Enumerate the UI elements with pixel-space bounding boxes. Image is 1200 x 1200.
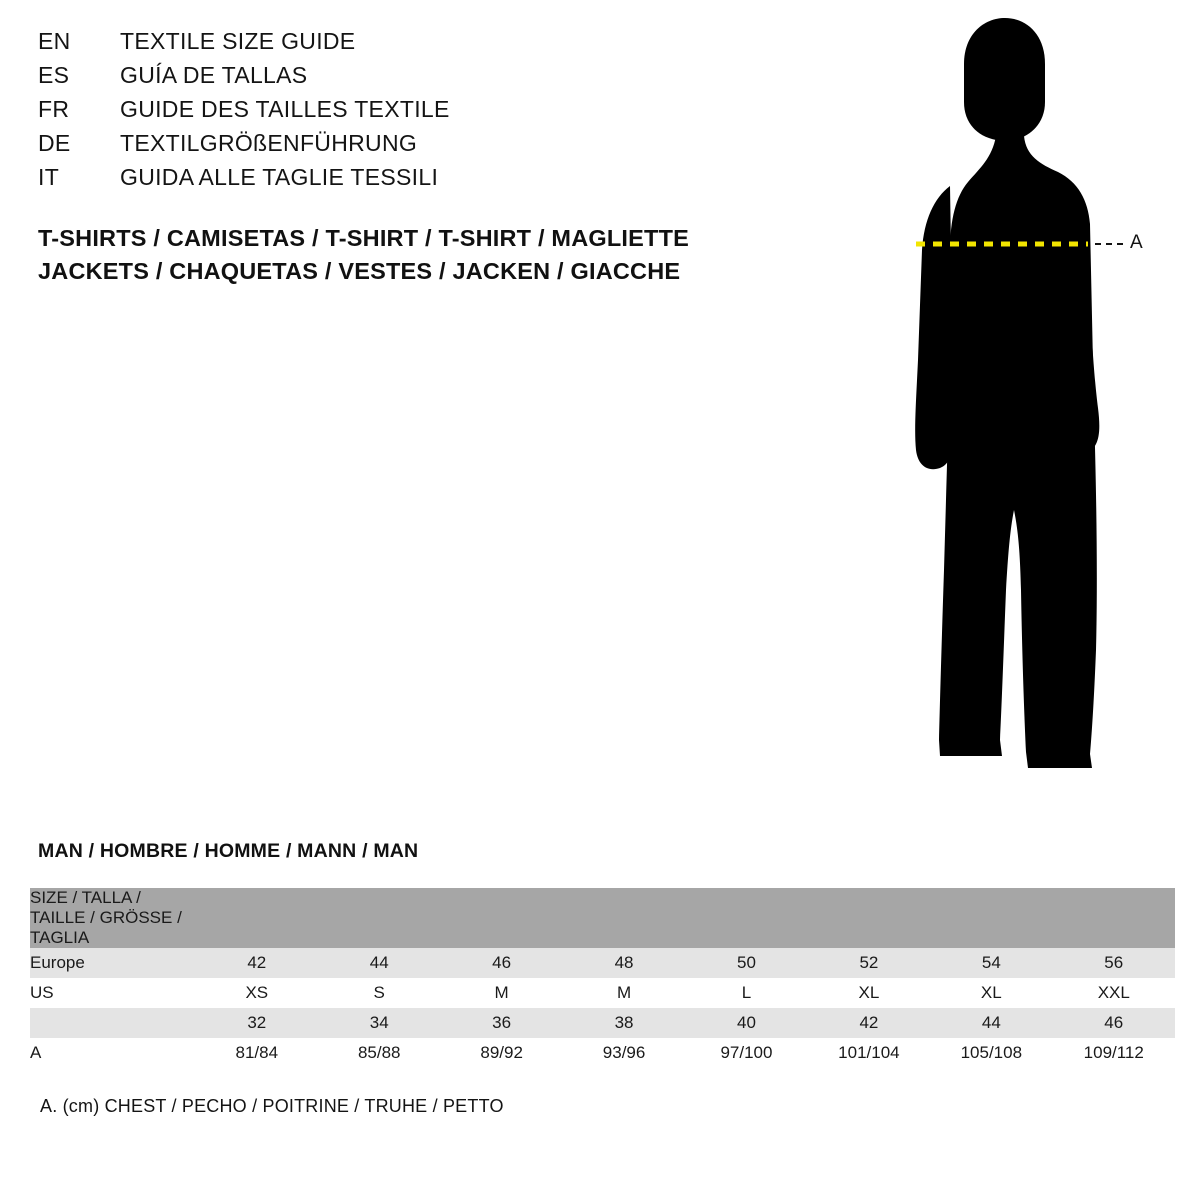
table-cell: 44 <box>930 1008 1052 1038</box>
language-row <box>38 130 798 164</box>
table-cell: 40 <box>685 1008 807 1038</box>
table-cell: 54 <box>930 948 1052 978</box>
table-cell: 46 <box>440 948 562 978</box>
table-cell: XXL <box>1053 978 1175 1008</box>
table-cell: 34 <box>318 1008 440 1038</box>
table-cell: 109/112 <box>1053 1038 1175 1068</box>
table-cell: 93/96 <box>563 1038 685 1068</box>
male-silhouette-icon <box>800 10 1200 800</box>
table-header-label: SIZE / TALLA / TAILLE / GRÖSSE / TAGLIA <box>30 888 196 948</box>
table-footnote: A. (cm) CHEST / PECHO / POITRINE / TRUHE / PETTO <box>40 1096 504 1116</box>
row-label <box>30 1008 196 1038</box>
table-row <box>30 978 1175 1008</box>
garment-category-block <box>38 222 798 288</box>
language-title: TEXTILGRÖßENFÜHRUNG <box>120 130 418 156</box>
language-row <box>38 96 798 130</box>
table-header-row <box>30 888 1175 948</box>
language-row <box>38 62 798 96</box>
table-cell: 105/108 <box>930 1038 1052 1068</box>
table-cell: 46 <box>1053 1008 1175 1038</box>
language-code: FR <box>38 96 70 122</box>
table-cell: 44 <box>318 948 440 978</box>
language-title: GUÍA DE TALLAS <box>120 62 308 88</box>
language-title: TEXTILE SIZE GUIDE <box>120 28 356 54</box>
table-cell: 38 <box>563 1008 685 1038</box>
table-cell: XS <box>196 978 318 1008</box>
table-cell: XL <box>808 978 930 1008</box>
figure-area <box>800 10 1200 800</box>
table-cell: 50 <box>685 948 807 978</box>
table-cell: M <box>563 978 685 1008</box>
table-row <box>30 1038 1175 1068</box>
table-cell: 32 <box>196 1008 318 1038</box>
measure-label-a: A <box>1130 232 1143 253</box>
table-cell: S <box>318 978 440 1008</box>
language-code: DE <box>38 130 71 156</box>
row-label: US <box>30 978 196 1008</box>
table-cell: 85/88 <box>318 1038 440 1068</box>
table-cell: XL <box>930 978 1052 1008</box>
table-cell: 56 <box>1053 948 1175 978</box>
measure-leader-line <box>1095 243 1123 247</box>
table-cell: 42 <box>808 1008 930 1038</box>
size-table <box>30 888 1175 1068</box>
language-code: IT <box>38 164 60 190</box>
category-jackets: JACKETS / CHAQUETAS / VESTES / JACKEN / GIACCHE <box>38 258 681 284</box>
language-header-block <box>38 28 798 198</box>
table-cell: 48 <box>563 948 685 978</box>
table-section-title: MAN / HOMBRE / HOMME / MANN / MAN <box>38 840 419 862</box>
language-row <box>38 28 798 62</box>
language-title: GUIDE DES TAILLES TEXTILE <box>120 96 450 122</box>
language-code: ES <box>38 62 70 88</box>
table-cell: 36 <box>440 1008 562 1038</box>
language-row <box>38 164 798 198</box>
row-label: Europe <box>30 948 196 978</box>
table-row <box>30 948 1175 978</box>
table-row <box>30 1008 1175 1038</box>
language-code: EN <box>38 28 71 54</box>
language-title: GUIDA ALLE TAGLIE TESSILI <box>120 164 439 190</box>
table-cell: L <box>685 978 807 1008</box>
table-cell: 101/104 <box>808 1038 930 1068</box>
table-cell: 52 <box>808 948 930 978</box>
table-cell: 89/92 <box>440 1038 562 1068</box>
category-tshirts: T-SHIRTS / CAMISETAS / T-SHIRT / T-SHIRT / MAGLIETTE <box>38 225 689 251</box>
table-cell: M <box>440 978 562 1008</box>
row-label: A <box>30 1038 196 1068</box>
table-cell: 81/84 <box>196 1038 318 1068</box>
table-cell: 42 <box>196 948 318 978</box>
table-cell: 97/100 <box>685 1038 807 1068</box>
